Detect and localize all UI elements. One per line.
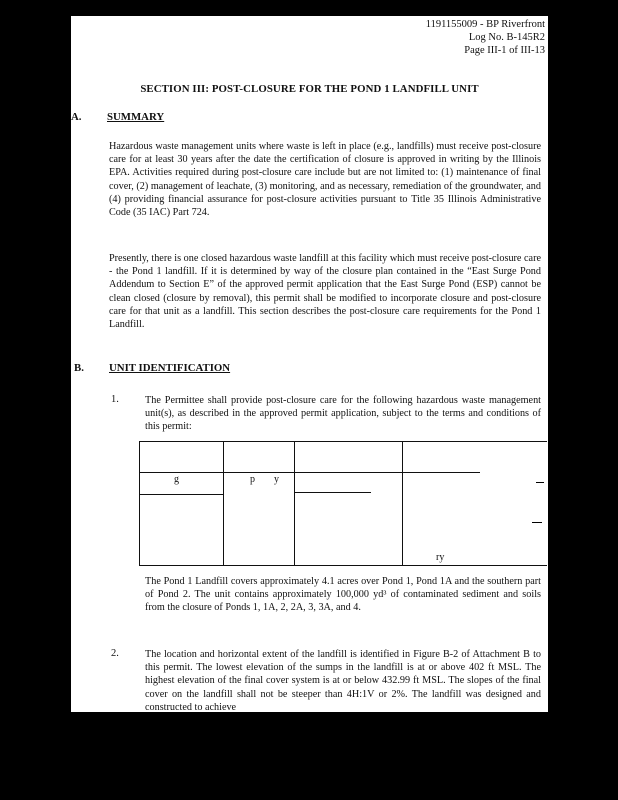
section-b-letter: B.	[74, 362, 84, 374]
table-row-divider-1	[140, 472, 480, 473]
table-column-line-3	[402, 442, 403, 565]
unit-identification-heading: UNIT IDENTIFICATION	[109, 362, 231, 374]
section-a-letter: A.	[71, 111, 82, 123]
header-document-id: 1191155009 - BP Riverfront	[425, 19, 545, 30]
table-row-divider-2	[140, 494, 224, 495]
header-log-number: Log No. B-145R2	[468, 32, 545, 43]
summary-heading: SUMMARY	[107, 111, 165, 123]
table-artifact	[532, 522, 542, 523]
item-1-number: 1.	[111, 394, 119, 405]
page-header	[426, 18, 545, 57]
table-fragment: y	[274, 474, 279, 485]
table-fragment: g	[174, 474, 179, 485]
header-page-number: Page III-1 of III-13	[464, 45, 545, 56]
table-fragment: p	[250, 474, 255, 485]
item-2-number: 2.	[111, 648, 119, 659]
section-title: SECTION III: POST-CLOSURE FOR THE POND 1 LANDFILL UNIT	[140, 83, 479, 95]
table-description: The Pond 1 Landfill covers approximately 4.1 acres over Pond 1, Pond 1A and the southern part of Pond 2. The unit contains approximately 100,000 yd³ of contaminated sediment and soils from the closure of Ponds 1, 1A, 2, 2A, 3, 3A, and 4.	[145, 576, 541, 614]
unit-table	[139, 441, 547, 566]
table-artifact	[536, 482, 544, 483]
summary-paragraph-1: Hazardous waste management units where waste is left in place (e.g., landfills) must receive post-closure care for at least 30 years after the date the certification of closure is approved in writing by the Illinois EPA. Activities required during post-closure care include but are not limited to: (1) maintenance of final cover, (2) management of leachate, (3) monitoring, and as necessary, remediation of the groundwater, and (4) providing financial assurance for post-closure activities pursuant to Title 35 Illinois Administrative Code (35 IAC) Part 724.	[109, 141, 541, 219]
item-1-text: The Permittee shall provide post-closure care for the following hazardous waste management unit(s), as described in the approved permit application, subject to the terms and conditions of this permit:	[145, 395, 541, 433]
table-fragment: ry	[436, 552, 445, 563]
table-row-divider-3	[295, 492, 371, 493]
document-page	[71, 16, 548, 712]
table-column-line-1	[223, 442, 224, 565]
table-column-line-2	[294, 442, 295, 565]
item-2-text: The location and horizontal extent of the landfill is identified in Figure B-2 of Attachment B to this permit. The lowest elevation of the sumps in the landfill is at or above 402 ft MSL. The highest elevation of the final cover system is at or below 432.99 ft MSL. The slopes of the final cover on the landfill shall not be steeper than 4H:1V or 2%. The landfill was designed and constructed to achieve	[145, 649, 541, 712]
summary-paragraph-2: Presently, there is one closed hazardous waste landfill at this facility which must receive post-closure care - the Pond 1 landfill. If it is determined by way of the closure plan contained in the “East Surge Pond Addendum to Section E” of the approved permit application that the East Surge Pond (ESP) cannot be clean closed (closure by removal), this permit shall be modified to incorporate closure and post-closure care for that unit as a landfill. This section describes the post-closure care requirements for the Pond 1 Landfill.	[109, 253, 541, 331]
